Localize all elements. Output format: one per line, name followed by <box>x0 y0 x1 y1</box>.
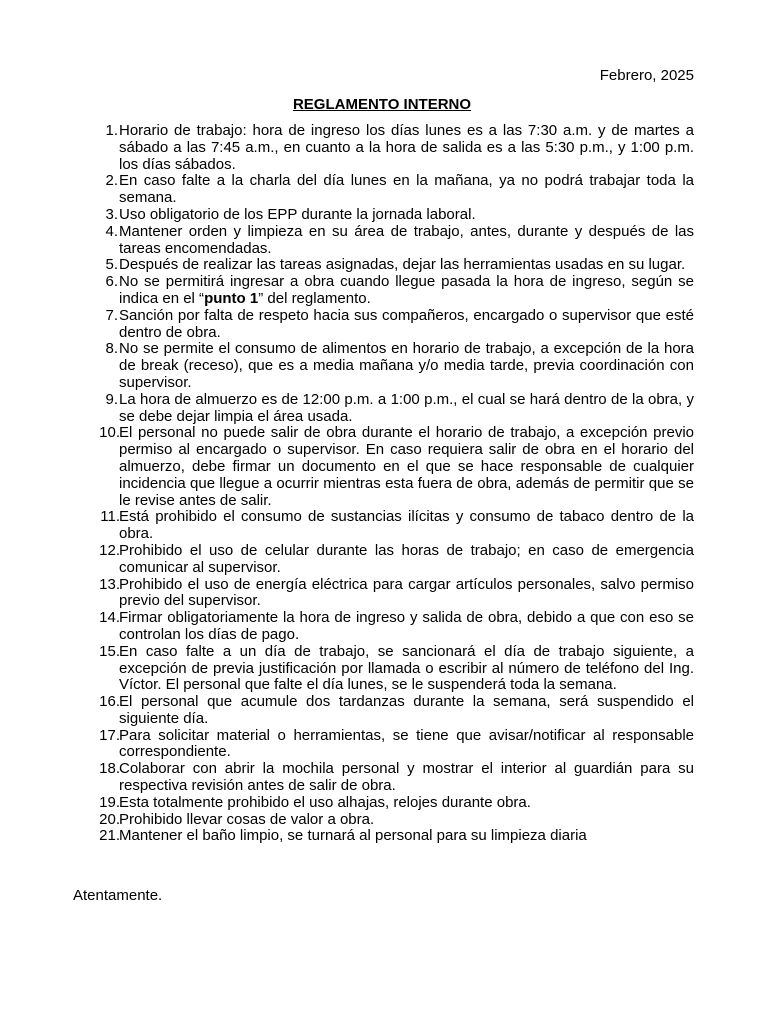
rule-number: 10. <box>99 424 120 442</box>
rule-text: La hora de almuerzo es de 12:00 p.m. a 1:00 p.m., el cual se hará dentro de la obra, y se debe dejar limpia el área usada. <box>119 390 694 425</box>
rule-text: Esta totalmente prohibido el uso alhajas, relojes durante obra. <box>119 793 531 811</box>
document-date: Febrero, 2025 <box>599 67 694 84</box>
rule-item <box>100 508 694 543</box>
rule-number: 8. <box>105 340 118 358</box>
rule-text: En caso falte a un día de trabajo, se sancionará el día de trabajo siguiente, a excepción de previa justificación por llamada o escribir al número de teléfono del Ing. Víctor. El personal que falte el día lunes, se le suspenderá toda la semana. <box>119 642 694 694</box>
rule-item <box>99 642 694 694</box>
rule-number: 13. <box>99 575 120 593</box>
rule-text: Sanción por falta de respeto hacia sus compañeros, encargado o supervisor que esté dentro de obra. <box>119 306 694 341</box>
rule-item <box>105 340 694 391</box>
rule-number: 17. <box>99 726 120 744</box>
rule-item <box>99 760 694 795</box>
rule-text: Mantener orden y limpieza en su área de trabajo, antes, durante y después de las tareas encomendadas. <box>119 222 694 257</box>
rule-text: El personal que acumule dos tardanzas durante la semana, será suspendido el siguiente día. <box>119 693 694 727</box>
rule-item <box>99 793 694 812</box>
rule-text: Prohibido el uso de celular durante las horas de trabajo; en caso de emergencia comunicar al supervisor. <box>119 541 694 576</box>
rule-number: 20. <box>99 810 120 828</box>
rule-number: 1. <box>105 122 118 139</box>
rule-number: 14. <box>99 609 120 627</box>
rule-text: Después de realizar las tareas asignadas, dejar las herramientas usadas en su lugar. <box>119 256 686 274</box>
rule-number: 4. <box>105 222 118 240</box>
rule-number: 21. <box>99 827 120 845</box>
closing-text: Atentamente. <box>73 887 163 904</box>
rule-item <box>99 726 694 762</box>
rule-item <box>99 827 694 845</box>
rule-text: Uso obligatorio de los EPP durante la jornada laboral. <box>119 205 476 223</box>
rule-number: 3. <box>105 205 118 223</box>
rule-number: 12. <box>99 541 120 559</box>
rule-item <box>105 273 694 308</box>
rule-number: 2. <box>105 172 118 190</box>
rule-item <box>105 205 694 224</box>
rule-item <box>99 541 694 577</box>
rule-text: Prohibido el uso de energía eléctrica para cargar artículos personales, salvo permiso previo del supervisor. <box>119 575 694 610</box>
rule-text: No se permitirá ingresar a obra cuando llegue pasada la hora de ingreso, según se indica en el “ <box>119 273 694 307</box>
rule-text: Colaborar con abrir la mochila personal y mostrar el interior al guardián para su respectiva revisión antes de salir de obra. <box>119 760 694 795</box>
rule-item <box>105 122 694 173</box>
rule-number: 5. <box>105 256 118 274</box>
document-title <box>0 96 768 114</box>
rule-text: Mantener el baño limpio, se turnará al personal para su limpieza diaria <box>119 827 587 845</box>
rule-text: El personal no puede salir de obra durante el horario de trabajo, a excepción previo permiso al encargado o supervisor. En caso requiera salir de obra en el horario del almuerzo, debe firmar un documento en el que se hace responsable de cualquier incidencia que llegue a ocurrir mientras esta fuera de obra, además de permitir que se le revise antes de salir. <box>119 424 694 509</box>
rule-text: Está prohibido el consumo de sustancias ilícitas y consumo de tabaco dentro de la obra. <box>119 508 694 543</box>
rule-item <box>105 390 694 426</box>
rule-text: Horario de trabajo: hora de ingreso los días lunes es a las 7:30 a.m. y de martes a sábado a las 7:45 a.m., en cuanto a la hora de salida es a las 5:30 p.m., y 1:00 p.m. los días sábados. <box>119 122 694 173</box>
rule-number: 7. <box>105 306 118 324</box>
rule-text: En caso falte a la charla del día lunes en la mañana, ya no podrá trabajar toda la semana. <box>119 172 694 207</box>
rule-text: ” del reglamento. <box>258 289 371 307</box>
rule-text: No se permite el consumo de alimentos en horario de trabajo, a excepción de la hora de break (receso), que es a media mañana y/o media tarde, previa coordinación con supervisor. <box>119 340 694 391</box>
rule-bold-reference: punto 1 <box>204 289 259 307</box>
rule-number: 19. <box>99 793 120 811</box>
rule-item <box>99 424 694 509</box>
rule-item <box>99 693 694 728</box>
document-title-text: REGLAMENTO INTERNO <box>292 96 472 113</box>
rule-item <box>99 575 694 611</box>
rule-item <box>105 172 694 207</box>
rule-number: 16. <box>99 693 120 711</box>
rule-text: Prohibido llevar cosas de valor a obra. <box>119 810 375 828</box>
rule-number: 11. <box>100 508 120 526</box>
rule-number: 9. <box>105 390 118 408</box>
rule-number: 6. <box>105 273 118 291</box>
rule-item <box>105 256 694 274</box>
rule-number: 18. <box>99 760 120 778</box>
rule-item <box>105 306 694 342</box>
rule-item <box>105 222 694 258</box>
rule-text: Firmar obligatoriamente la hora de ingreso y salida de obra, debido a que con eso se controlan los días de pago. <box>119 609 694 643</box>
rule-item <box>99 609 694 644</box>
rule-number: 15. <box>99 642 120 660</box>
rule-text: Para solicitar material o herramientas, se tiene que avisar/notificar al responsable correspondiente. <box>119 726 694 761</box>
rule-item <box>99 810 694 829</box>
rules-list <box>0 123 694 845</box>
